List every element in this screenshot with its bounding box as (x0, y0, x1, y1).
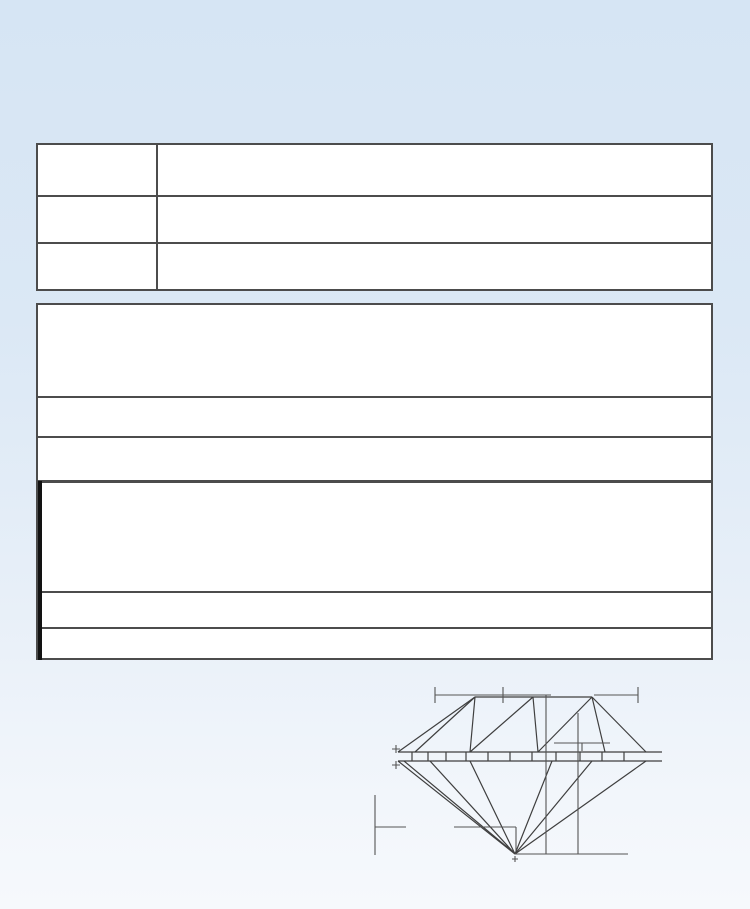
color-letters-row (38, 396, 711, 436)
size-ratio-icons (158, 145, 711, 195)
diameter-values (158, 197, 711, 242)
weight-label (38, 244, 158, 289)
clarity-table (36, 481, 713, 660)
size-ratio-label (38, 145, 158, 195)
clarity-grades-row (38, 591, 711, 627)
color-grade-table (36, 303, 713, 482)
weight-values (158, 244, 711, 289)
diameter-row (38, 195, 711, 242)
color-labels-row (38, 436, 711, 480)
color-stones-row (38, 305, 711, 396)
clarity-stones-row (38, 483, 711, 591)
diamond-profile (398, 697, 662, 854)
cut-diagram (320, 679, 750, 907)
diameter-label (38, 197, 158, 242)
size-ratio-row (38, 145, 711, 195)
weight-row (38, 242, 711, 289)
clarity-quality-row (38, 627, 711, 658)
size-table (36, 143, 713, 291)
